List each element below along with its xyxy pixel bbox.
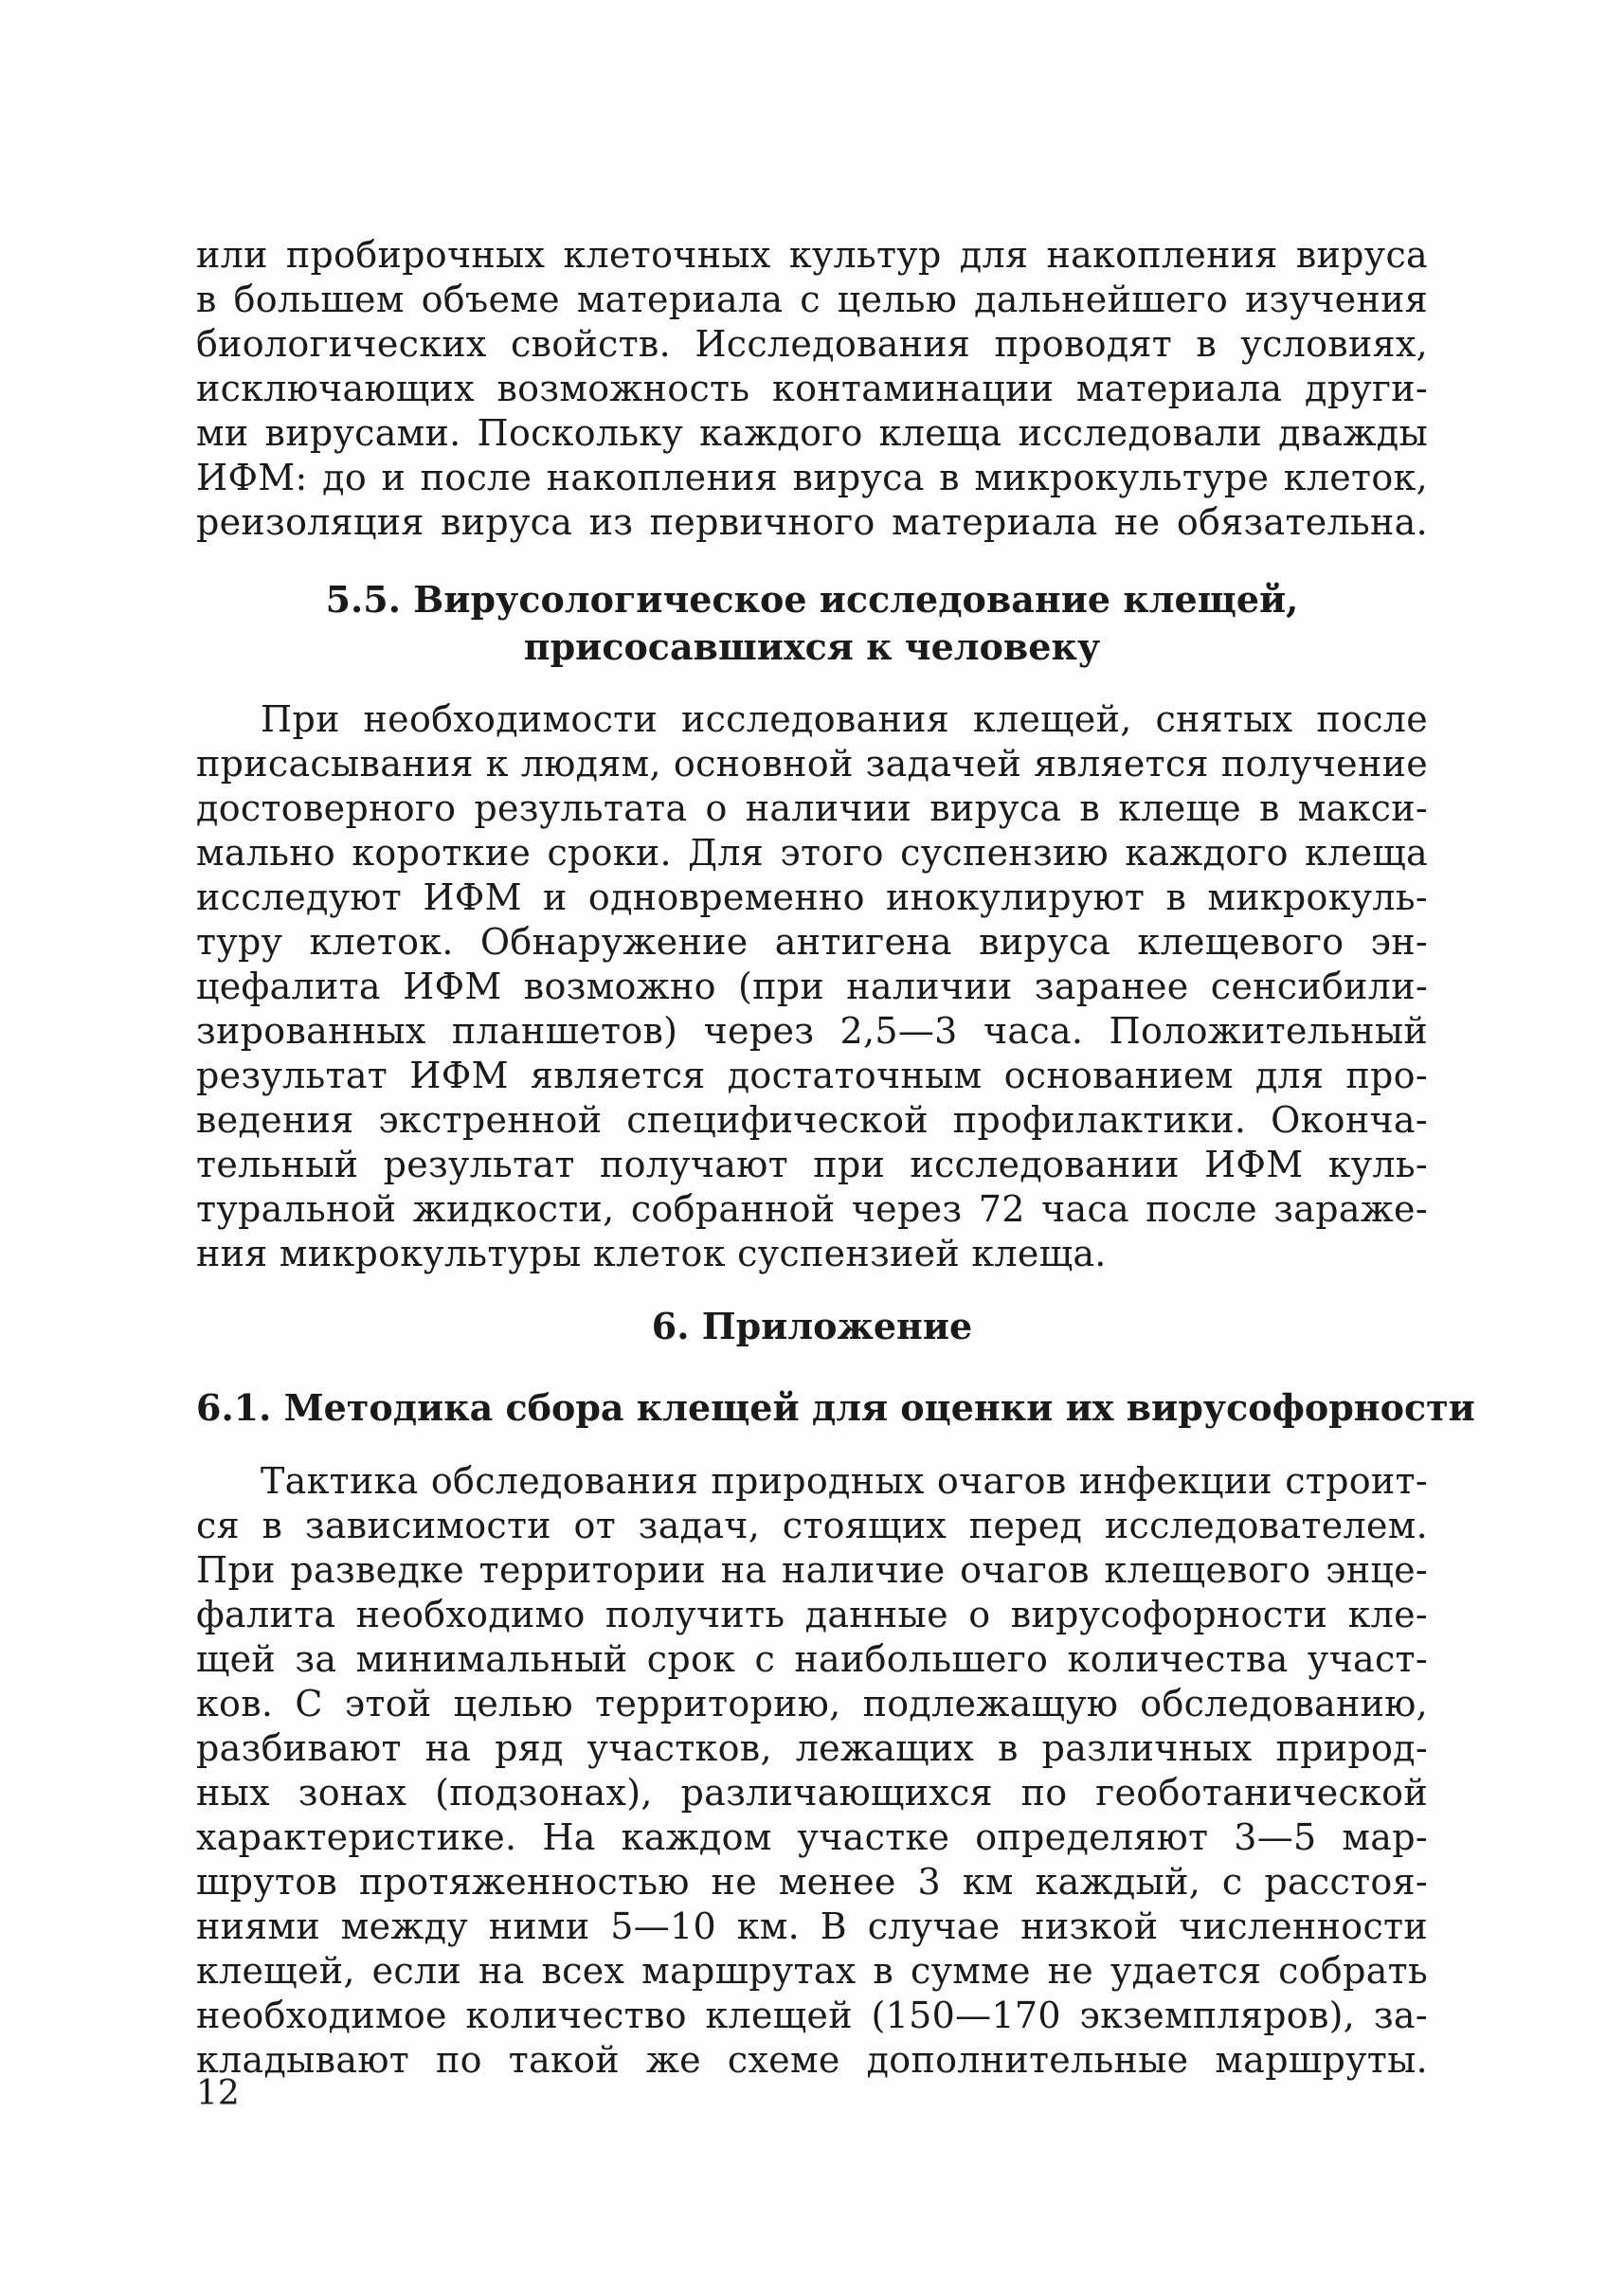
- text-line: присасывания к людям, основной задачей является получение: [196, 743, 1428, 785]
- text-line: ИФМ: до и после накопления вируса в микрокультуре клеток,: [196, 457, 1428, 498]
- text-line: шрутов протяженностью не менее 3 км каждый, с расстоя-: [196, 1861, 1428, 1903]
- text-line: биологических свойств. Исследования проводят в условиях,: [196, 323, 1428, 365]
- paragraph-3: [196, 1459, 1428, 2083]
- text-line: исключающих возможность контаминации материала други-: [196, 368, 1428, 409]
- page-number: 12: [196, 2074, 240, 2113]
- text-line: исследуют ИФМ и одновременно инокулируют в микрокуль-: [196, 876, 1428, 918]
- text-line: характеристике. На каждом участке определяют 3—5 мар-: [196, 1816, 1428, 1858]
- text-line: реизоляция вируса из первичного материала не обязательна.: [196, 501, 1428, 543]
- text-line: результат ИФМ является достаточным основанием для про-: [196, 1055, 1428, 1096]
- text-line: кладывают по такой же схеме дополнительные маршруты.: [196, 2039, 1428, 2081]
- text-line: туру клеток. Обнаружение антигена вируса клещевого эн-: [196, 921, 1428, 963]
- section-title-line-2: присосавшихся к человеку: [523, 625, 1101, 668]
- text-line: достоверного результата о наличии вируса в клеще в макси-: [196, 787, 1428, 829]
- text-line: разбивают на ряд участков, лежащих в различных природ-: [196, 1727, 1428, 1769]
- text-line: ся в зависимости от задач, стоящих перед исследователем.: [196, 1505, 1428, 1546]
- section-6-1-heading: [196, 1384, 1475, 1432]
- text-line: мально короткие сроки. Для этого суспензию каждого клеща: [196, 832, 1428, 874]
- text-line: ведения экстренной специфической профилактики. Оконча-: [196, 1099, 1428, 1141]
- text-line: ниями между ними 5—10 км. В случае низкой численности: [196, 1905, 1428, 1947]
- text-line: тельный результат получают при исследовании ИФМ куль-: [196, 1144, 1428, 1185]
- text-line: фалита необходимо получить данные о вирусофорности кле-: [196, 1594, 1428, 1635]
- text-line: туральной жидкости, собранной через 72 часа после зараже-: [196, 1188, 1428, 1230]
- text-line: При необходимости исследования клещей, снятых после: [261, 698, 1428, 740]
- section-title: 6.1. Методика сбора клещей для оценки их вирусофорности: [196, 1386, 1475, 1429]
- paragraph-2: [196, 697, 1428, 1276]
- section-title: 6. Приложение: [651, 1305, 973, 1347]
- text-line: необходимое количество клещей (150—170 экземпляров), за-: [196, 1995, 1428, 2036]
- text-line: в большем объеме материала с целью дальнейшего изучения: [196, 279, 1428, 320]
- text-line: ния микрокультуры клеток суспензией клеща.: [196, 1233, 1107, 1274]
- section-6-heading: [196, 1303, 1428, 1350]
- text-line: зированных планшетов) через 2,5—3 часа. Положительный: [196, 1010, 1428, 1052]
- text-line: щей за минимальный срок с наибольшего количества участ-: [196, 1638, 1428, 1680]
- text-line: цефалита ИФМ возможно (при наличии заранее сенсибили-: [196, 966, 1428, 1007]
- text-line: ных зонах (подзонах), различающихся по геоботанической: [196, 1772, 1428, 1814]
- text-line: При разведке территории на наличие очагов клещевого энце-: [196, 1549, 1428, 1591]
- text-line: или пробирочных клеточных культур для накопления вируса: [196, 234, 1428, 276]
- paragraph-1: [196, 233, 1428, 545]
- text-line: ми вирусами. Поскольку каждого клеща исследовали дважды: [196, 412, 1428, 454]
- text-line: Тактика обследования природных очагов инфекции строит-: [261, 1460, 1428, 1502]
- section-title-line-1: 5.5. Вирусологическое исследование клещей,: [325, 578, 1299, 621]
- text-line: клещей, если на всех маршрутах в сумме не удается собрать: [196, 1950, 1428, 1992]
- text-line: ков. С этой целью территорию, подлежащую обследованию,: [196, 1683, 1428, 1724]
- section-5-5-heading: [196, 576, 1428, 671]
